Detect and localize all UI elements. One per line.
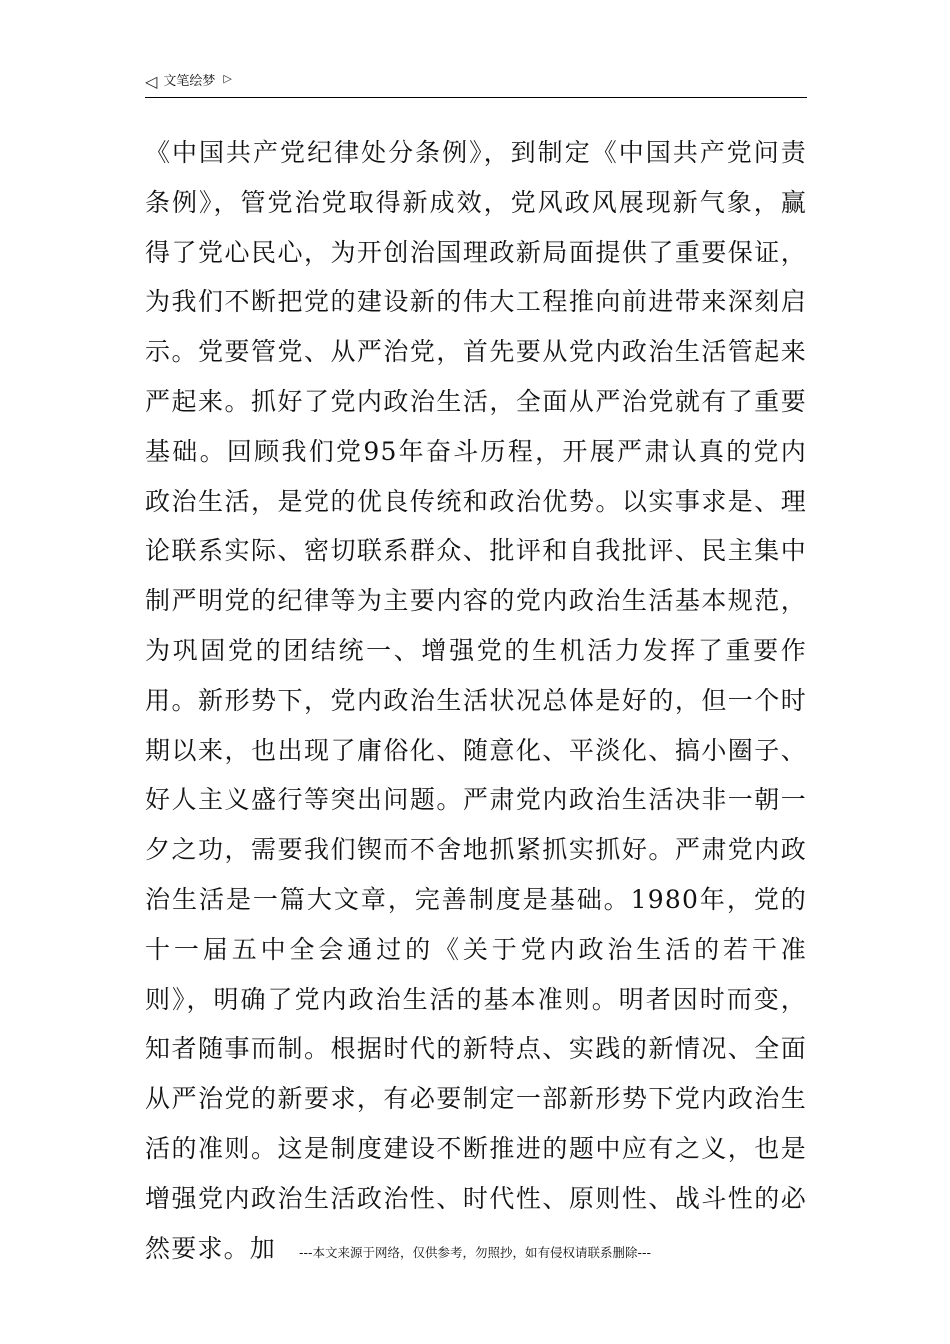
page-header	[145, 72, 807, 98]
body-paragraph: 《中国共产党纪律处分条例》，到制定《中国共产党问责条例》，管党治党取得新成效，党风政风展现新气象，赢得了党心民心，为开创治国理政新局面提供了重要保证，为我们不断把党的建设新的伟大工程推向前进带来深刻启示。党要管党、从严治党，首先要从党内政治生活管起来严起来。抓好了党内政治生活，全面从严治党就有了重要基础。回顾我们党95年奋斗历程，开展严肃认真的党内政治生活，是党的优良传统和政治优势。以实事求是、理论联系实际、密切联系群众、批评和自我批评、民主集中制严明党的纪律等为主要内容的党内政治生活基本规范，为巩固党的团结统一、增强党的生机活力发挥了重要作用。新形势下，党内政治生活状况总体是好的，但一个时期以来，也出现了庸俗化、随意化、平淡化、搞小圈子、好人主义盛行等突出问题。严肃党内政治生活决非一朝一夕之功，需要我们锲而不舍地抓紧抓实抓好。严肃党内政治生活是一篇大文章，完善制度是基础。1980年，党的十一届五中全会通过的《关于党内政治生活的若干准则》，明确了党内政治生活的基本准则。明者因时而变，知者随事而制。根据时代的新特点、实践的新情况、全面从严治党的新要求，有必要制定一部新形势下党内政治生活的准则。这是制度建设不断推进的题中应有之义，也是增强党内政治生活政治性、时代性、原则性、战斗性的必然要求。加	[145, 138, 807, 1263]
triangle-left-icon: ◁	[145, 71, 158, 91]
footer-disclaimer: ---本文来源于网络，仅供参考，勿照抄，如有侵权请联系删除---	[298, 1245, 652, 1260]
triangle-right-icon: ▷	[223, 71, 232, 85]
header-title: 文笔绘梦	[163, 73, 216, 89]
